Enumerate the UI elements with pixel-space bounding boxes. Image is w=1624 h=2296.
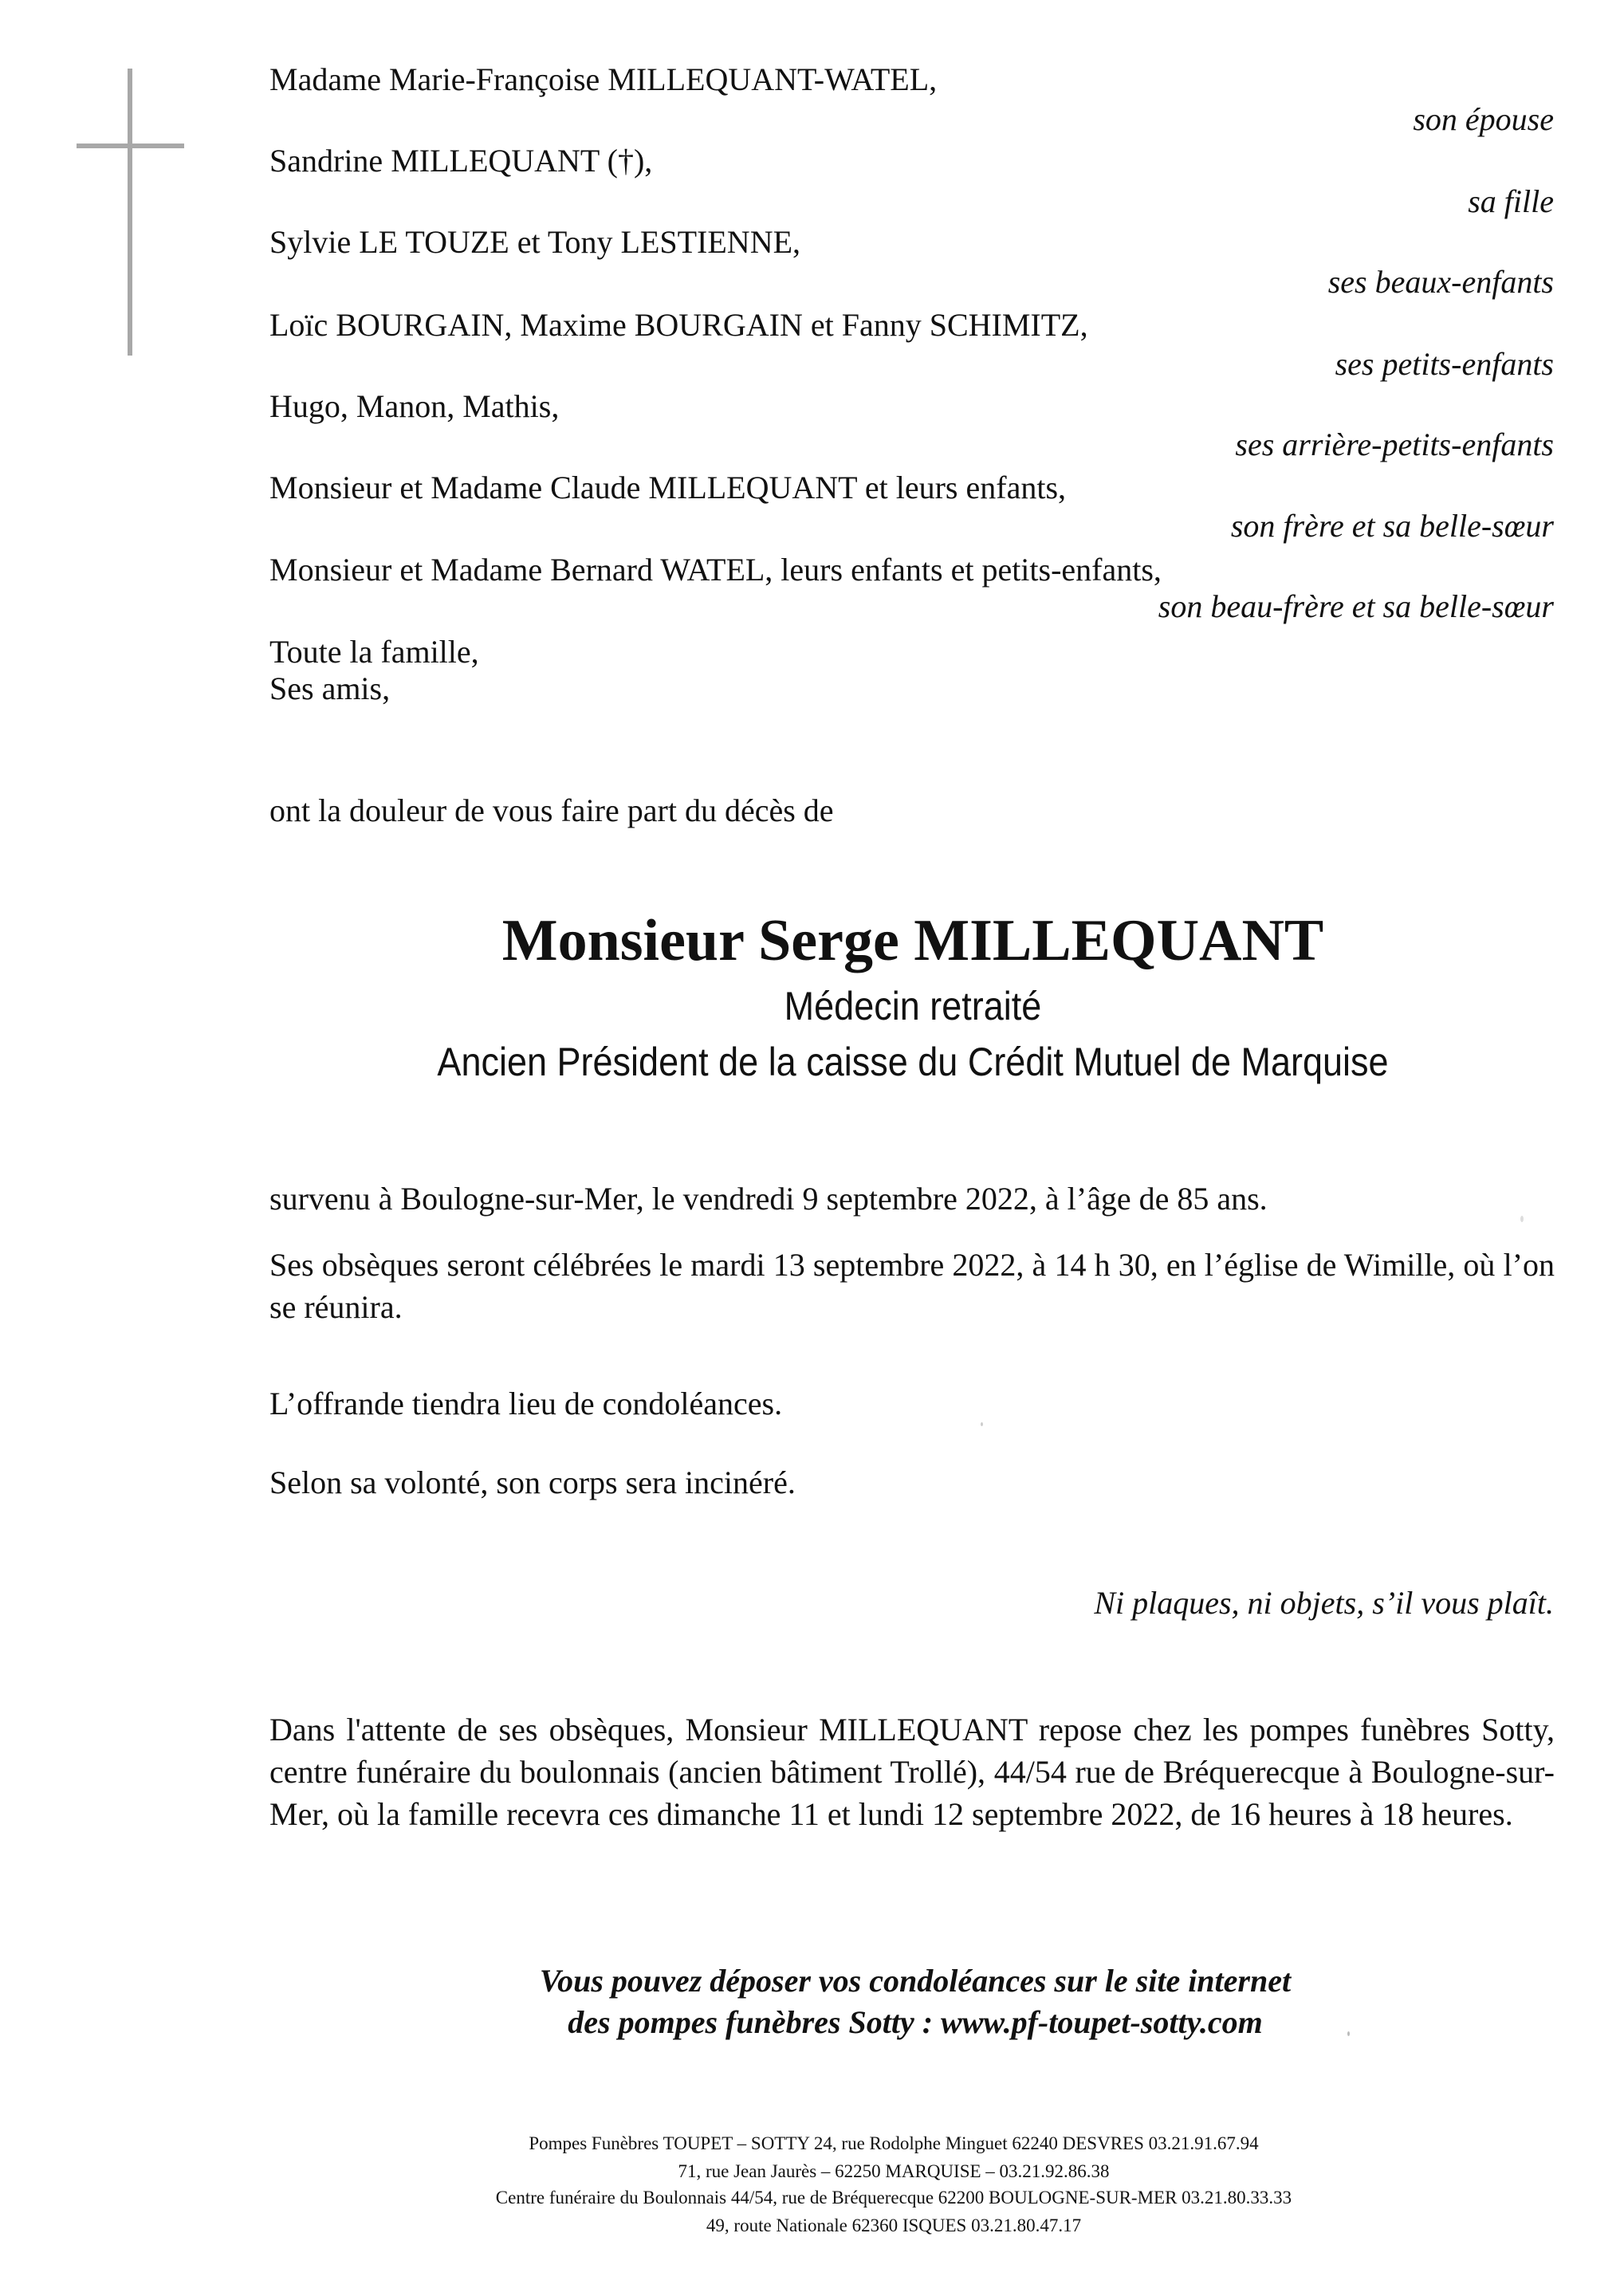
condolences-line-2[interactable]: des pompes funèbres Sotty : www.pf-toupet-sotty.com <box>568 2004 1263 2040</box>
scan-speck <box>1520 1216 1524 1222</box>
family-name: Loïc BOURGAIN, Maxime BOURGAIN et Fanny SCHIMITZ, <box>269 307 1088 343</box>
family-relation: sa fille <box>1468 183 1554 219</box>
family-relation: son beau-frère et sa belle-sœur <box>1158 588 1554 624</box>
announcement-text: ont la douleur de vous faire part du décès de <box>269 792 834 828</box>
family-other: Ses amis, <box>269 670 391 706</box>
cremation-paragraph: Selon sa volonté, son corps sera incinéré. <box>269 1464 796 1500</box>
footer-line: 49, route Nationale 62360 ISQUES 03.21.80.47.17 <box>706 2215 1082 2235</box>
footer-line: Centre funéraire du Boulonnais 44/54, rue de Bréquerecque 62200 BOULOGNE-SUR-MER 03.21.80.33.33 <box>495 2188 1292 2208</box>
footer-line: 71, rue Jean Jaurès – 62250 MARQUISE – 03.21.92.86.38 <box>678 2161 1110 2181</box>
family-name: Sandrine MILLEQUANT (†), <box>269 143 653 179</box>
no-flowers-note: Ni plaques, ni objets, s’il vous plaît. <box>1094 1585 1554 1621</box>
death-paragraph: survenu à Boulogne-sur-Mer, le vendredi 9 septembre 2022, à l’âge de 85 ans. <box>269 1181 1268 1217</box>
family-relation: ses arrière-petits-enfants <box>1235 427 1554 462</box>
family-name: Monsieur et Madame Bernard WATEL, leurs enfants et petits-enfants, <box>269 552 1162 588</box>
deceased-title-2: Ancien Président de la caisse du Crédit Mutuel de Marquise <box>437 1040 1389 1084</box>
family-name: Madame Marie-Françoise MILLEQUANT-WATEL, <box>269 61 938 97</box>
family-other: Toute la famille, <box>269 634 479 670</box>
funeral-paragraph: Ses obsèques seront célébrées le mardi 13 septembre 2022, à 14 h 30, en l’église de Wimille, où l’on se réunira. <box>269 1247 1555 1325</box>
deceased-name: Monsieur Serge MILLEQUANT <box>501 908 1324 973</box>
family-relation: ses beaux-enfants <box>1327 264 1554 300</box>
cross-vertical-bar <box>128 69 132 356</box>
repose-paragraph: Dans l'attente de ses obsèques, Monsieur MILLEQUANT repose chez les pompes funèbres Sotty, centre funéraire du boulonnais (ancien bâtiment Trollé), 44/54 rue de Bréquerecque à Boulogne-sur-Mer, où la famille recevra ces dimanche 11 et lundi 12 septembre 2022, de 16 heures à 18 heures. <box>269 1712 1555 1832</box>
family-relation: son frère et sa belle-sœur <box>1230 508 1554 544</box>
family-name: Sylvie LE TOUZE et Tony LESTIENNE, <box>269 224 801 260</box>
family-name: Monsieur et Madame Claude MILLEQUANT et leurs enfants, <box>269 470 1067 505</box>
deceased-title-1: Médecin retraité <box>784 984 1042 1028</box>
cross-horizontal-bar <box>77 144 184 148</box>
offering-paragraph: L’offrande tiendra lieu de condoléances. <box>269 1386 783 1421</box>
family-relation: son épouse <box>1413 101 1554 137</box>
scan-speck <box>981 1422 983 1426</box>
scan-speck <box>1347 2031 1350 2036</box>
footer-line: Pompes Funèbres TOUPET – SOTTY 24, rue Rodolphe Minguet 62240 DESVRES 03.21.91.67.94 <box>529 2133 1259 2153</box>
family-name: Hugo, Manon, Mathis, <box>269 388 560 424</box>
family-relation: ses petits-enfants <box>1335 346 1554 382</box>
condolences-line-1: Vous pouvez déposer vos condoléances sur le site internet <box>539 1963 1292 1999</box>
